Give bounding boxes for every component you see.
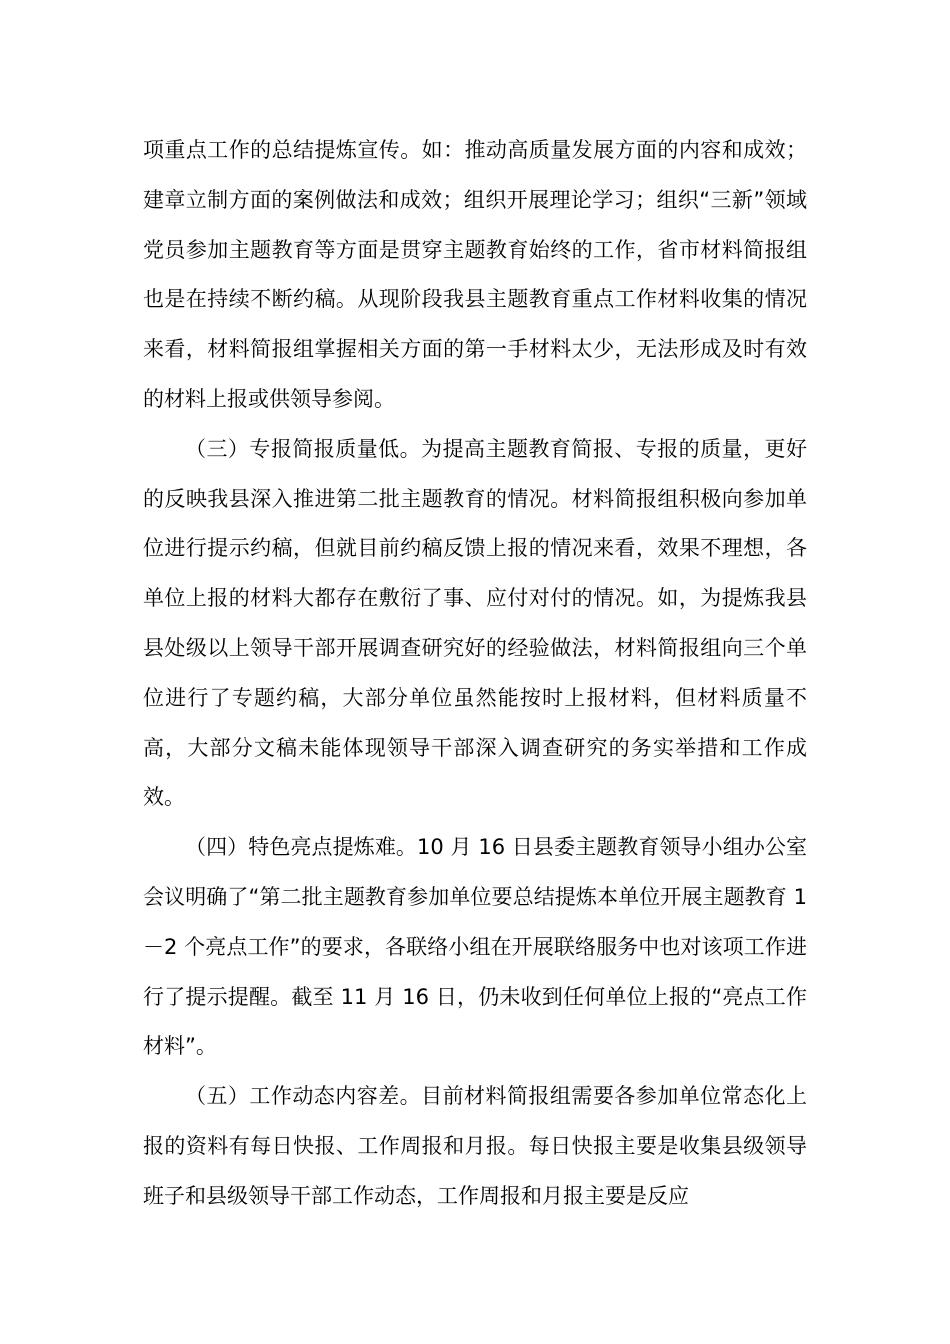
paragraph-continued: 项重点工作的总结提炼宣传。如：推动高质量发展方面的内容和成效；建章立制方面的案例做法和成效；组织开展理论学习；组织“三新”领域党员参加主题教育等方面是贯穿主题教育始终的工作，省市材料简报组也是在持续不断约稿。从现阶段我县主题教育重点工作材料收集的情况来看，材料简报组掌握相关方面的第一手材料太少，无法形成及时有效的材料上报或供领导参阅。 (143, 138, 807, 411)
paragraph-section-four: （四）特色亮点提炼难。10 月 16 日县委主题教育领导小组办公室会议明确了“第二批主题教育参加单位要总结提炼本单位开展主题教育 1－2 个亮点工作”的要求，各联络小组在开展联络服务中也对该项工作进行了提示提醒。截至 11 月 16 日，仍未收到任何单位上报的“亮点工作材料”。 (143, 835, 807, 1059)
document-body (143, 126, 807, 1222)
paragraph-section-five: （五）工作动态内容差。目前材料简报组需要各参加单位常态化上报的资料有每日快报、工作周报和月报。每日快报主要是收集县级领导班子和县级领导干部工作动态，工作周报和月报主要是反应 (143, 1084, 807, 1208)
paragraph-section-three: （三）专报简报质量低。为提高主题教育简报、专报的质量，更好的反映我县深入推进第二批主题教育的情况。材料简报组积极向参加单位进行提示约稿，但就目前约稿反馈上报的情况来看，效果不理想，各单位上报的材料大都存在敷衍了事、应付对付的情况。如，为提炼我县县处级以上领导干部开展调查研究好的经验做法，材料简报组向三个单位进行了专题约稿，大部分单位虽然能按时上报材料，但材料质量不高，大部分文稿未能体现领导干部深入调查研究的务实举措和工作成效。 (143, 436, 807, 810)
